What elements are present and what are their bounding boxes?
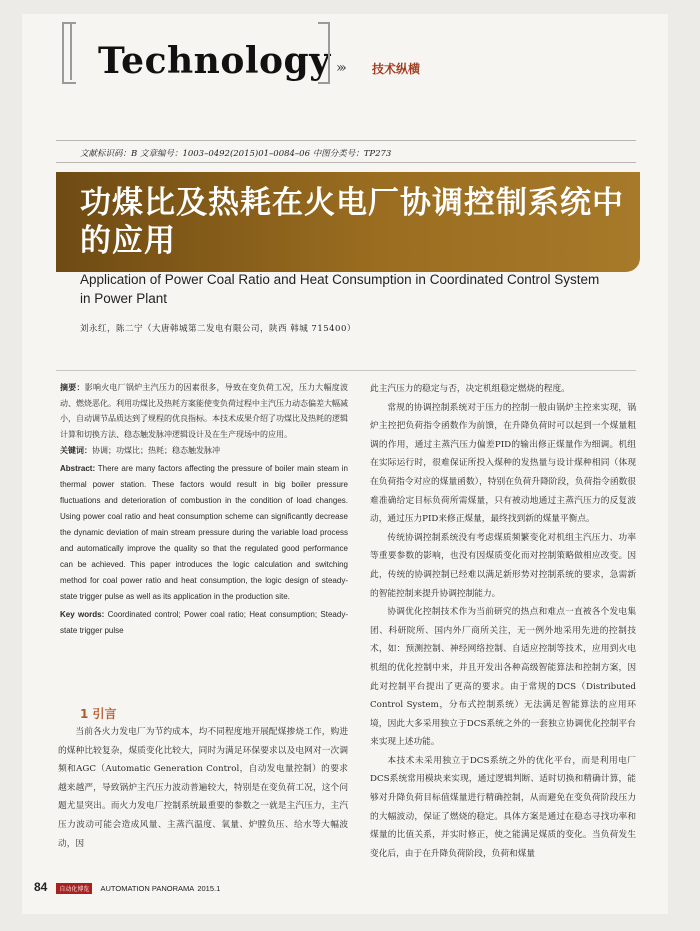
abstract-en <box>60 461 348 605</box>
abstract-cn <box>60 380 348 443</box>
page-number: 84 <box>34 880 48 894</box>
abstract-text-en: There are many factors affecting the pressure of boiler main steam in thermal power station. These factors would result in big boiler pressure fluctuations and deterioration of combustion in the condition of load changes. Using power coal ratio and heat consumption scheme can significantly decrease the dynamic deviation of main stream pressure during the variable load process and automatically improve the quality so that the regulated good performance can be achieved. This paper introduces the logic calculation and switching method for coal power ratio and heat consumption, the logic design of steady-state trigger pulse as well as its application in the production site. <box>60 463 348 601</box>
section-title: Technology <box>98 40 331 82</box>
abstract-label-cn: 摘要： <box>60 382 85 392</box>
journal-logo: 自动化博览 <box>56 883 92 894</box>
keywords-label-cn: 关键词： <box>60 444 92 455</box>
abstract-block <box>60 380 348 639</box>
divider <box>56 162 636 163</box>
paragraph: 本技术未采用独立于DCS系统之外的优化平台，而是利用电厂DCS系统常用模块来实现，通过逻辑判断、适时切换和精确计算，能够对升降负荷目标值煤量进行精确控制，从而避免在变负荷阶段压力的大幅波动，保证了燃烧的稳定。具体方案是通过在稳态寻找功率和煤量的比值关系，并实时修正，使之能满足煤质的变化。当负荷发生变化后，由于在升降负荷阶段，负荷和煤量 <box>370 755 636 859</box>
right-column <box>370 380 636 863</box>
divider <box>56 370 636 371</box>
header-bracket-left-inner <box>70 22 76 80</box>
keywords-label-en: Key words: <box>60 609 105 619</box>
chevron-right-icon: ››› <box>336 60 344 76</box>
abstract-text-cn: 影响火电厂锅炉主汽压力的因素很多，导致在变负荷工况，压力大幅度波动、燃烧恶化。利用功煤比及热耗方案能使变负荷过程中主汽压力动态偏差大幅减小，自动调节品质达到了规程的优良指标。本技术成果介绍了功煤比及热耗的逻辑计算和切换方法、稳态触发脉冲逻辑设计及在生产现场中的应用。 <box>60 383 349 440</box>
divider <box>56 140 636 141</box>
keywords-cn <box>60 443 348 459</box>
keywords-text-cn: 协调；功煤比；热耗；稳态触发脉冲 <box>92 445 220 455</box>
intro-heading: 1 引言 <box>80 707 117 721</box>
paragraph: 协调优化控制技术作为当前研究的热点和难点一直被各个发电集团、科研院所、国内外厂商所关注，无一例外地采用先进的控制技术，如：预测控制、神经网络控制、自适应控制等技术，应用到火电机组的优化控制中来，并且开发出各种高级智能算法和控制方案，因此对控制平台提出了更高的要求。由于常规的DCS（Distributed Control System，分布式控制系统）无法满足智能算法的应用环境，因此大多采用独立于DCS系统之外的一套独立协调优化控制平台来实现上述功能。 <box>370 607 636 748</box>
section-subtitle: 技术纵横 <box>372 62 421 76</box>
intro-paragraph: 当前各火力发电厂为节约成本，均不同程度地开展配煤掺烧工作，购进的煤种比较复杂，煤质变化比较大，同时为满足环保要求以及电网对一次调频和AGC（Automatic Generation Control，自动发电量控制）的要求越来越严，导致锅炉主汽压力波动普遍较大，特别是在变负荷工况，这个问题尤显突出。而火力发电厂控制系统最重要的参数之一就是主汽压力，主汽压力波动可能会造成风量、主蒸汽温度、氧量、炉膛负压、给水等大幅波动，因 <box>58 727 348 849</box>
journal-name: AUTOMATION PANORAMA <box>100 884 195 893</box>
authors: 刘永红，陈二宁（大唐韩城第二发电有限公司，陕西 韩城 715400） <box>80 324 356 334</box>
journal-issue: 2015.1 <box>197 884 221 893</box>
article-title-cn: 功煤比及热耗在火电厂协调控制系统中的应用 <box>80 185 624 259</box>
paragraph: 此主汽压力的稳定与否，决定机组稳定燃烧的程度。 <box>370 384 570 394</box>
abstract-label-en: Abstract: <box>60 463 96 473</box>
document-meta: 文献标识码：B 文章编号：1003–0492(2015)01–0084–06 中图分类号：TP273 <box>80 149 392 159</box>
keywords-en <box>60 607 348 639</box>
page-footer <box>34 880 220 894</box>
keywords-text-en: Coordinated control; Power coal ratio; Heat consumption; Steady-state trigger pulse <box>60 609 348 635</box>
paragraph: 传统协调控制系统没有考虑煤质频繁变化对机组主汽压力、功率等重要参数的影响，也没有因煤质变化而对控制策略做相应改变。因此，传统的协调控制已经难以满足新形势对控制系统的要求，急需新的智能控制来提升协调控制能力。 <box>370 532 636 599</box>
article-title-en: Application of Power Coal Ratio and Heat Consumption in Coordinated Control System in Power Plant <box>80 272 600 306</box>
paragraph: 常规的协调控制系统对于压力的控制一般由锅炉主控来实现，锅炉主控把负荷指令函数作为前馈，在升降负荷时可以起到一个煤量粗调的作用，通过主蒸汽压力偏差PID的输出修正煤量作为细调。机组在实际运行时，很难保证所投入煤种的发热量与设计煤种相同（体现在负荷指令对应的煤量函数），特别在负荷升降阶段，负荷指令函数很难准确给定目标负荷所需煤量，只有被动地通过主蒸汽压力的反复波动，通过压力PID来修正煤量，最终找到新的煤量平衡点。 <box>370 402 636 525</box>
header-bracket-right <box>318 22 330 84</box>
